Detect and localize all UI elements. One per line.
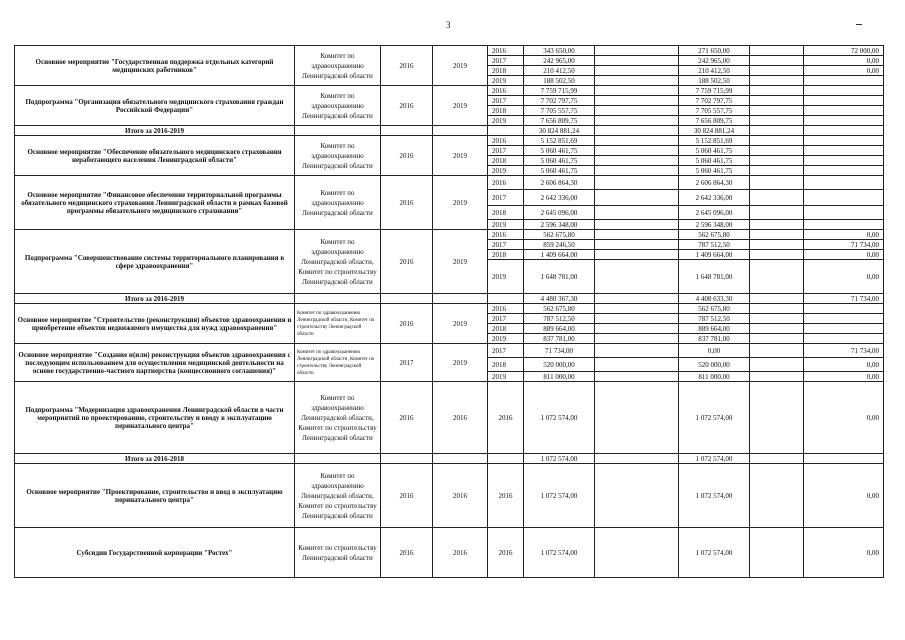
start-year: 2016 (381, 382, 433, 454)
regional-value: 2 596 348,00 (679, 220, 750, 230)
year: 2018 (488, 250, 524, 260)
executor: Комитет по здравоохранению Ленинградской области (295, 136, 381, 176)
empty-cell (750, 464, 804, 528)
regional-value: 1 072 574,00 (679, 464, 750, 528)
total-value: 787 512,50 (524, 314, 595, 324)
total-value: 1 072 574,00 (524, 528, 595, 578)
end-year: 2016 (433, 382, 488, 454)
regional-value: 242 965,00 (679, 56, 750, 66)
executor: Комитет по здравоохранению Ленинградской области, Комитет по строительству Ленинградской области (295, 344, 381, 382)
empty-cell (595, 314, 679, 324)
year: 2019 (488, 166, 524, 176)
measure-name: Подпрограмма "Совершенствование системы территориального планирования в сфере здравоохранения" (15, 230, 295, 294)
year: 2016 (488, 304, 524, 314)
federal-value: 0,00 (804, 230, 884, 240)
empty-cell (595, 156, 679, 166)
empty-cell (595, 96, 679, 106)
federal-value: 0,00 (804, 56, 884, 66)
empty-cell (750, 334, 804, 344)
regional-value: 7 705 557,75 (679, 106, 750, 116)
regional-value: 7 702 797,75 (679, 96, 750, 106)
measure-name: Основное мероприятие "Государственная поддержка отдельных категорий медицинских работников" (15, 46, 295, 86)
total-value: 1 072 574,00 (524, 382, 595, 454)
start-year: 2016 (381, 176, 433, 230)
regional-value: 837 781,00 (679, 334, 750, 344)
federal-value (804, 324, 884, 334)
regional-value: 7 759 715,99 (679, 86, 750, 96)
year: 2019 (488, 372, 524, 382)
year: 2019 (488, 76, 524, 86)
empty-cell (595, 146, 679, 156)
table-row (15, 46, 884, 56)
federal-value: 71 734,00 (804, 240, 884, 250)
total-value: 1 648 781,00 (524, 260, 595, 294)
total-row (15, 454, 884, 464)
end-year: 2019 (433, 86, 488, 126)
federal-value (804, 190, 884, 206)
regional-value: 1 072 574,00 (679, 454, 750, 464)
empty-cell (595, 66, 679, 76)
empty-cell (750, 46, 804, 56)
executor: Комитет по здравоохранению Ленинградской области, Комитет по строительству Ленинградской области (295, 230, 381, 294)
federal-value (804, 136, 884, 146)
empty-cell (595, 56, 679, 66)
regional-value: 188 502,50 (679, 76, 750, 86)
empty-cell (750, 126, 804, 136)
federal-value (804, 176, 884, 190)
empty-cell (750, 56, 804, 66)
regional-value: 787 512,50 (679, 314, 750, 324)
start-year: 2016 (381, 528, 433, 578)
federal-value (804, 106, 884, 116)
federal-value: 72 000,00 (804, 46, 884, 56)
federal-value: 0,00 (804, 528, 884, 578)
executor: Комитет по здравоохранению Ленинградской области (295, 176, 381, 230)
empty-cell (750, 166, 804, 176)
year: 2016 (488, 464, 524, 528)
empty-cell (750, 86, 804, 96)
empty-cell (595, 190, 679, 206)
end-year: 2019 (433, 344, 488, 382)
empty-cell (750, 230, 804, 240)
empty-cell (750, 372, 804, 382)
total-value: 5 060 461,75 (524, 156, 595, 166)
start-year: 2016 (381, 230, 433, 294)
federal-value: 0,00 (804, 358, 884, 372)
federal-value (804, 220, 884, 230)
federal-value (804, 334, 884, 344)
year: 2016 (488, 176, 524, 190)
empty-cell (750, 116, 804, 126)
year: 2018 (488, 358, 524, 372)
empty-cell (750, 294, 804, 304)
table-row (15, 230, 884, 240)
end-year: 2016 (433, 464, 488, 528)
empty-cell (295, 126, 381, 136)
regional-value: 562 675,80 (679, 230, 750, 240)
empty-cell (595, 136, 679, 146)
total-value: 4 480 367,30 (524, 294, 595, 304)
total-value: 343 650,00 (524, 46, 595, 56)
federal-value: 71 734,00 (804, 344, 884, 358)
total-value: 1 409 664,00 (524, 250, 595, 260)
end-year: 2019 (433, 46, 488, 86)
total-value: 2 606 864,30 (524, 176, 595, 190)
federal-value: 0,00 (804, 260, 884, 294)
total-value: 7 759 715,99 (524, 86, 595, 96)
year: 2016 (488, 136, 524, 146)
empty-cell (595, 454, 679, 464)
empty-cell (595, 166, 679, 176)
measure-name: Подпрограмма "Модернизация здравоохранения Ленинградской области в части мероприятий по проектированию, строительству и вводу в эксплуатацию перинатального центра" (15, 382, 295, 454)
year: 2017 (488, 190, 524, 206)
table-row (15, 344, 884, 358)
year: 2016 (488, 528, 524, 578)
regional-value: 2 606 864,30 (679, 176, 750, 190)
empty-cell (595, 206, 679, 220)
empty-cell (595, 294, 679, 304)
empty-cell (295, 454, 381, 464)
regional-value: 1 648 781,00 (679, 260, 750, 294)
federal-value (804, 454, 884, 464)
year: 2019 (488, 220, 524, 230)
empty-cell (750, 528, 804, 578)
year: 2018 (488, 106, 524, 116)
empty-cell (750, 454, 804, 464)
regional-value: 2 645 096,00 (679, 206, 750, 220)
federal-value: 0,00 (804, 250, 884, 260)
empty-cell (750, 220, 804, 230)
total-value: 837 781,00 (524, 334, 595, 344)
total-value: 242 965,00 (524, 56, 595, 66)
empty-cell (595, 86, 679, 96)
federal-value: 0,00 (804, 464, 884, 528)
federal-value: 0,00 (804, 382, 884, 454)
total-value: 562 675,80 (524, 304, 595, 314)
empty-cell (750, 250, 804, 260)
federal-value (804, 116, 884, 126)
empty-cell (595, 106, 679, 116)
start-year: 2016 (381, 86, 433, 126)
year: 2018 (488, 156, 524, 166)
regional-value: 2 642 336,00 (679, 190, 750, 206)
end-year: 2019 (433, 176, 488, 230)
year: 2017 (488, 56, 524, 66)
empty-cell (488, 294, 524, 304)
empty-cell (750, 344, 804, 358)
regional-value: 5 060 461,75 (679, 166, 750, 176)
empty-cell (595, 76, 679, 86)
total-label: Итого за 2016-2019 (15, 126, 295, 136)
executor: Комитет по здравоохранению Ленинградской области, Комитет по строительству Ленинградской области (295, 382, 381, 454)
executor: Комитет по строительству Ленинградской области (295, 528, 381, 578)
start-year: 2016 (381, 136, 433, 176)
year: 2016 (488, 382, 524, 454)
start-year: 2017 (381, 344, 433, 382)
empty-cell (750, 358, 804, 372)
total-value: 71 734,00 (524, 344, 595, 358)
empty-cell (595, 240, 679, 250)
table-row (15, 86, 884, 96)
empty-cell (381, 126, 433, 136)
total-value: 2 596 348,00 (524, 220, 595, 230)
empty-cell (595, 528, 679, 578)
total-value: 7 656 809,75 (524, 116, 595, 126)
measure-name: Подпрограмма "Организация обязательного медицинского страхования граждан Российской Федерации" (15, 86, 295, 126)
empty-cell (750, 96, 804, 106)
empty-cell (488, 454, 524, 464)
executor: Комитет по здравоохранению Ленинградской области, Комитет по строительству Ленинградской области (295, 464, 381, 528)
empty-cell (750, 156, 804, 166)
empty-cell (595, 358, 679, 372)
regional-value: 520 000,00 (679, 358, 750, 372)
regional-value: 30 824 881,24 (679, 126, 750, 136)
end-year: 2019 (433, 230, 488, 294)
regional-value: 889 664,00 (679, 324, 750, 334)
empty-cell (488, 126, 524, 136)
start-year: 2016 (381, 464, 433, 528)
empty-cell (595, 220, 679, 230)
year: 2017 (488, 240, 524, 250)
total-value: 520 000,00 (524, 358, 595, 372)
empty-cell (433, 454, 488, 464)
regional-value: 0,00 (679, 344, 750, 358)
empty-cell (381, 454, 433, 464)
empty-cell (433, 294, 488, 304)
year: 2019 (488, 116, 524, 126)
total-value: 5 152 851,69 (524, 136, 595, 146)
regional-value: 210 412,50 (679, 66, 750, 76)
federal-value: 0,00 (804, 372, 884, 382)
total-value: 5 060 461,75 (524, 166, 595, 176)
federal-value (804, 96, 884, 106)
empty-cell (750, 136, 804, 146)
total-value: 859 246,50 (524, 240, 595, 250)
regional-value: 562 675,80 (679, 304, 750, 314)
total-value: 188 502,50 (524, 76, 595, 86)
total-value: 7 705 557,75 (524, 106, 595, 116)
total-label: Итого за 2016-2018 (15, 454, 295, 464)
regional-value: 5 152 851,69 (679, 136, 750, 146)
measure-name: Основное мероприятие "Обеспечение обязательного медицинского страхования неработающего населения Ленинградской области" (15, 136, 295, 176)
empty-cell (595, 250, 679, 260)
year: 2018 (488, 66, 524, 76)
total-value: 5 060 461,75 (524, 146, 595, 156)
empty-cell (750, 260, 804, 294)
end-year: 2019 (433, 304, 488, 344)
empty-cell (595, 176, 679, 190)
total-value: 889 664,00 (524, 324, 595, 334)
empty-cell (750, 190, 804, 206)
measure-name: Основное мероприятие "Строительство (реконструкция) объектов здравоохранения и приобретение объектов недвижимого имущества для нужд здравоохранения" (15, 304, 295, 344)
measure-name: Основное мероприятие "Проектирование, строительство и ввод в эксплуатацию перинатального центра" (15, 464, 295, 528)
empty-cell (595, 116, 679, 126)
year: 2017 (488, 146, 524, 156)
total-label: Итого за 2016-2019 (15, 294, 295, 304)
empty-cell (595, 344, 679, 358)
table-row (15, 382, 884, 454)
page-number: 3 (446, 20, 451, 30)
table-row (15, 528, 884, 578)
measure-name: Основное мероприятие "Создание и(или) реконструкция объектов здравоохранения с последующим использованием для осуществления медицинской деятельности на основе государственно-частного партнерства (концессионного соглашения)" (15, 344, 295, 382)
end-year: 2016 (433, 528, 488, 578)
total-value: 562 675,80 (524, 230, 595, 240)
empty-cell (433, 126, 488, 136)
federal-value (804, 206, 884, 220)
regional-value: 1 072 574,00 (679, 528, 750, 578)
empty-cell (595, 260, 679, 294)
empty-cell (595, 464, 679, 528)
year: 2017 (488, 96, 524, 106)
year: 2018 (488, 324, 524, 334)
federal-value (804, 314, 884, 324)
measure-name: Основное мероприятие "Финансовое обеспечение территориальной программы обязательного медицинского страхования Ленинградской области в рамках базовой программы обязательного медицинского страхования" (15, 176, 295, 230)
table-row (15, 304, 884, 314)
total-value: 2 642 336,00 (524, 190, 595, 206)
regional-value: 787 512,50 (679, 240, 750, 250)
empty-cell (595, 230, 679, 240)
corner-mark (856, 24, 862, 25)
federal-value (804, 156, 884, 166)
federal-value: 0,00 (804, 66, 884, 76)
table-row (15, 464, 884, 528)
year: 2016 (488, 86, 524, 96)
regional-value: 4 408 633,30 (679, 294, 750, 304)
empty-cell (750, 66, 804, 76)
federal-value (804, 126, 884, 136)
total-value: 30 824 881,24 (524, 126, 595, 136)
total-row (15, 126, 884, 136)
regional-value: 7 656 809,75 (679, 116, 750, 126)
year: 2017 (488, 314, 524, 324)
year: 2018 (488, 206, 524, 220)
year: 2016 (488, 46, 524, 56)
empty-cell (750, 314, 804, 324)
start-year: 2016 (381, 304, 433, 344)
regional-value: 5 060 461,75 (679, 156, 750, 166)
empty-cell (750, 240, 804, 250)
empty-cell (595, 304, 679, 314)
regional-value: 271 650,00 (679, 46, 750, 56)
end-year: 2019 (433, 136, 488, 176)
regional-value: 811 000,00 (679, 372, 750, 382)
table-row (15, 136, 884, 146)
empty-cell (750, 176, 804, 190)
total-value: 2 645 096,00 (524, 206, 595, 220)
year: 2019 (488, 260, 524, 294)
total-value: 1 072 574,00 (524, 454, 595, 464)
empty-cell (750, 304, 804, 314)
empty-cell (750, 206, 804, 220)
total-value: 811 000,00 (524, 372, 595, 382)
regional-value: 1 409 664,00 (679, 250, 750, 260)
empty-cell (750, 76, 804, 86)
year: 2019 (488, 334, 524, 344)
empty-cell (595, 46, 679, 56)
regional-value: 1 072 574,00 (679, 382, 750, 454)
federal-value (804, 86, 884, 96)
start-year: 2016 (381, 46, 433, 86)
federal-value (804, 76, 884, 86)
total-row (15, 294, 884, 304)
empty-cell (295, 294, 381, 304)
federal-value: 71 734,00 (804, 294, 884, 304)
executor: Комитет по здравоохранению Ленинградской области, Комитет по строительству Ленинградской области (295, 304, 381, 344)
total-value: 1 072 574,00 (524, 464, 595, 528)
empty-cell (595, 334, 679, 344)
empty-cell (750, 106, 804, 116)
budget-table (14, 45, 884, 578)
empty-cell (595, 382, 679, 454)
total-value: 7 702 797,75 (524, 96, 595, 106)
executor: Комитет по здравоохранению Ленинградской области (295, 86, 381, 126)
empty-cell (595, 126, 679, 136)
federal-value (804, 166, 884, 176)
federal-value (804, 146, 884, 156)
total-value: 210 412,50 (524, 66, 595, 76)
year: 2017 (488, 344, 524, 358)
empty-cell (750, 324, 804, 334)
empty-cell (750, 146, 804, 156)
executor: Комитет по здравоохранению Ленинградской области (295, 46, 381, 86)
empty-cell (595, 324, 679, 334)
empty-cell (750, 382, 804, 454)
year: 2016 (488, 230, 524, 240)
federal-value (804, 304, 884, 314)
regional-value: 5 060 461,75 (679, 146, 750, 156)
empty-cell (595, 372, 679, 382)
table-row (15, 176, 884, 190)
measure-name: Субсидии Государственной корпорации "Ростех" (15, 528, 295, 578)
empty-cell (381, 294, 433, 304)
